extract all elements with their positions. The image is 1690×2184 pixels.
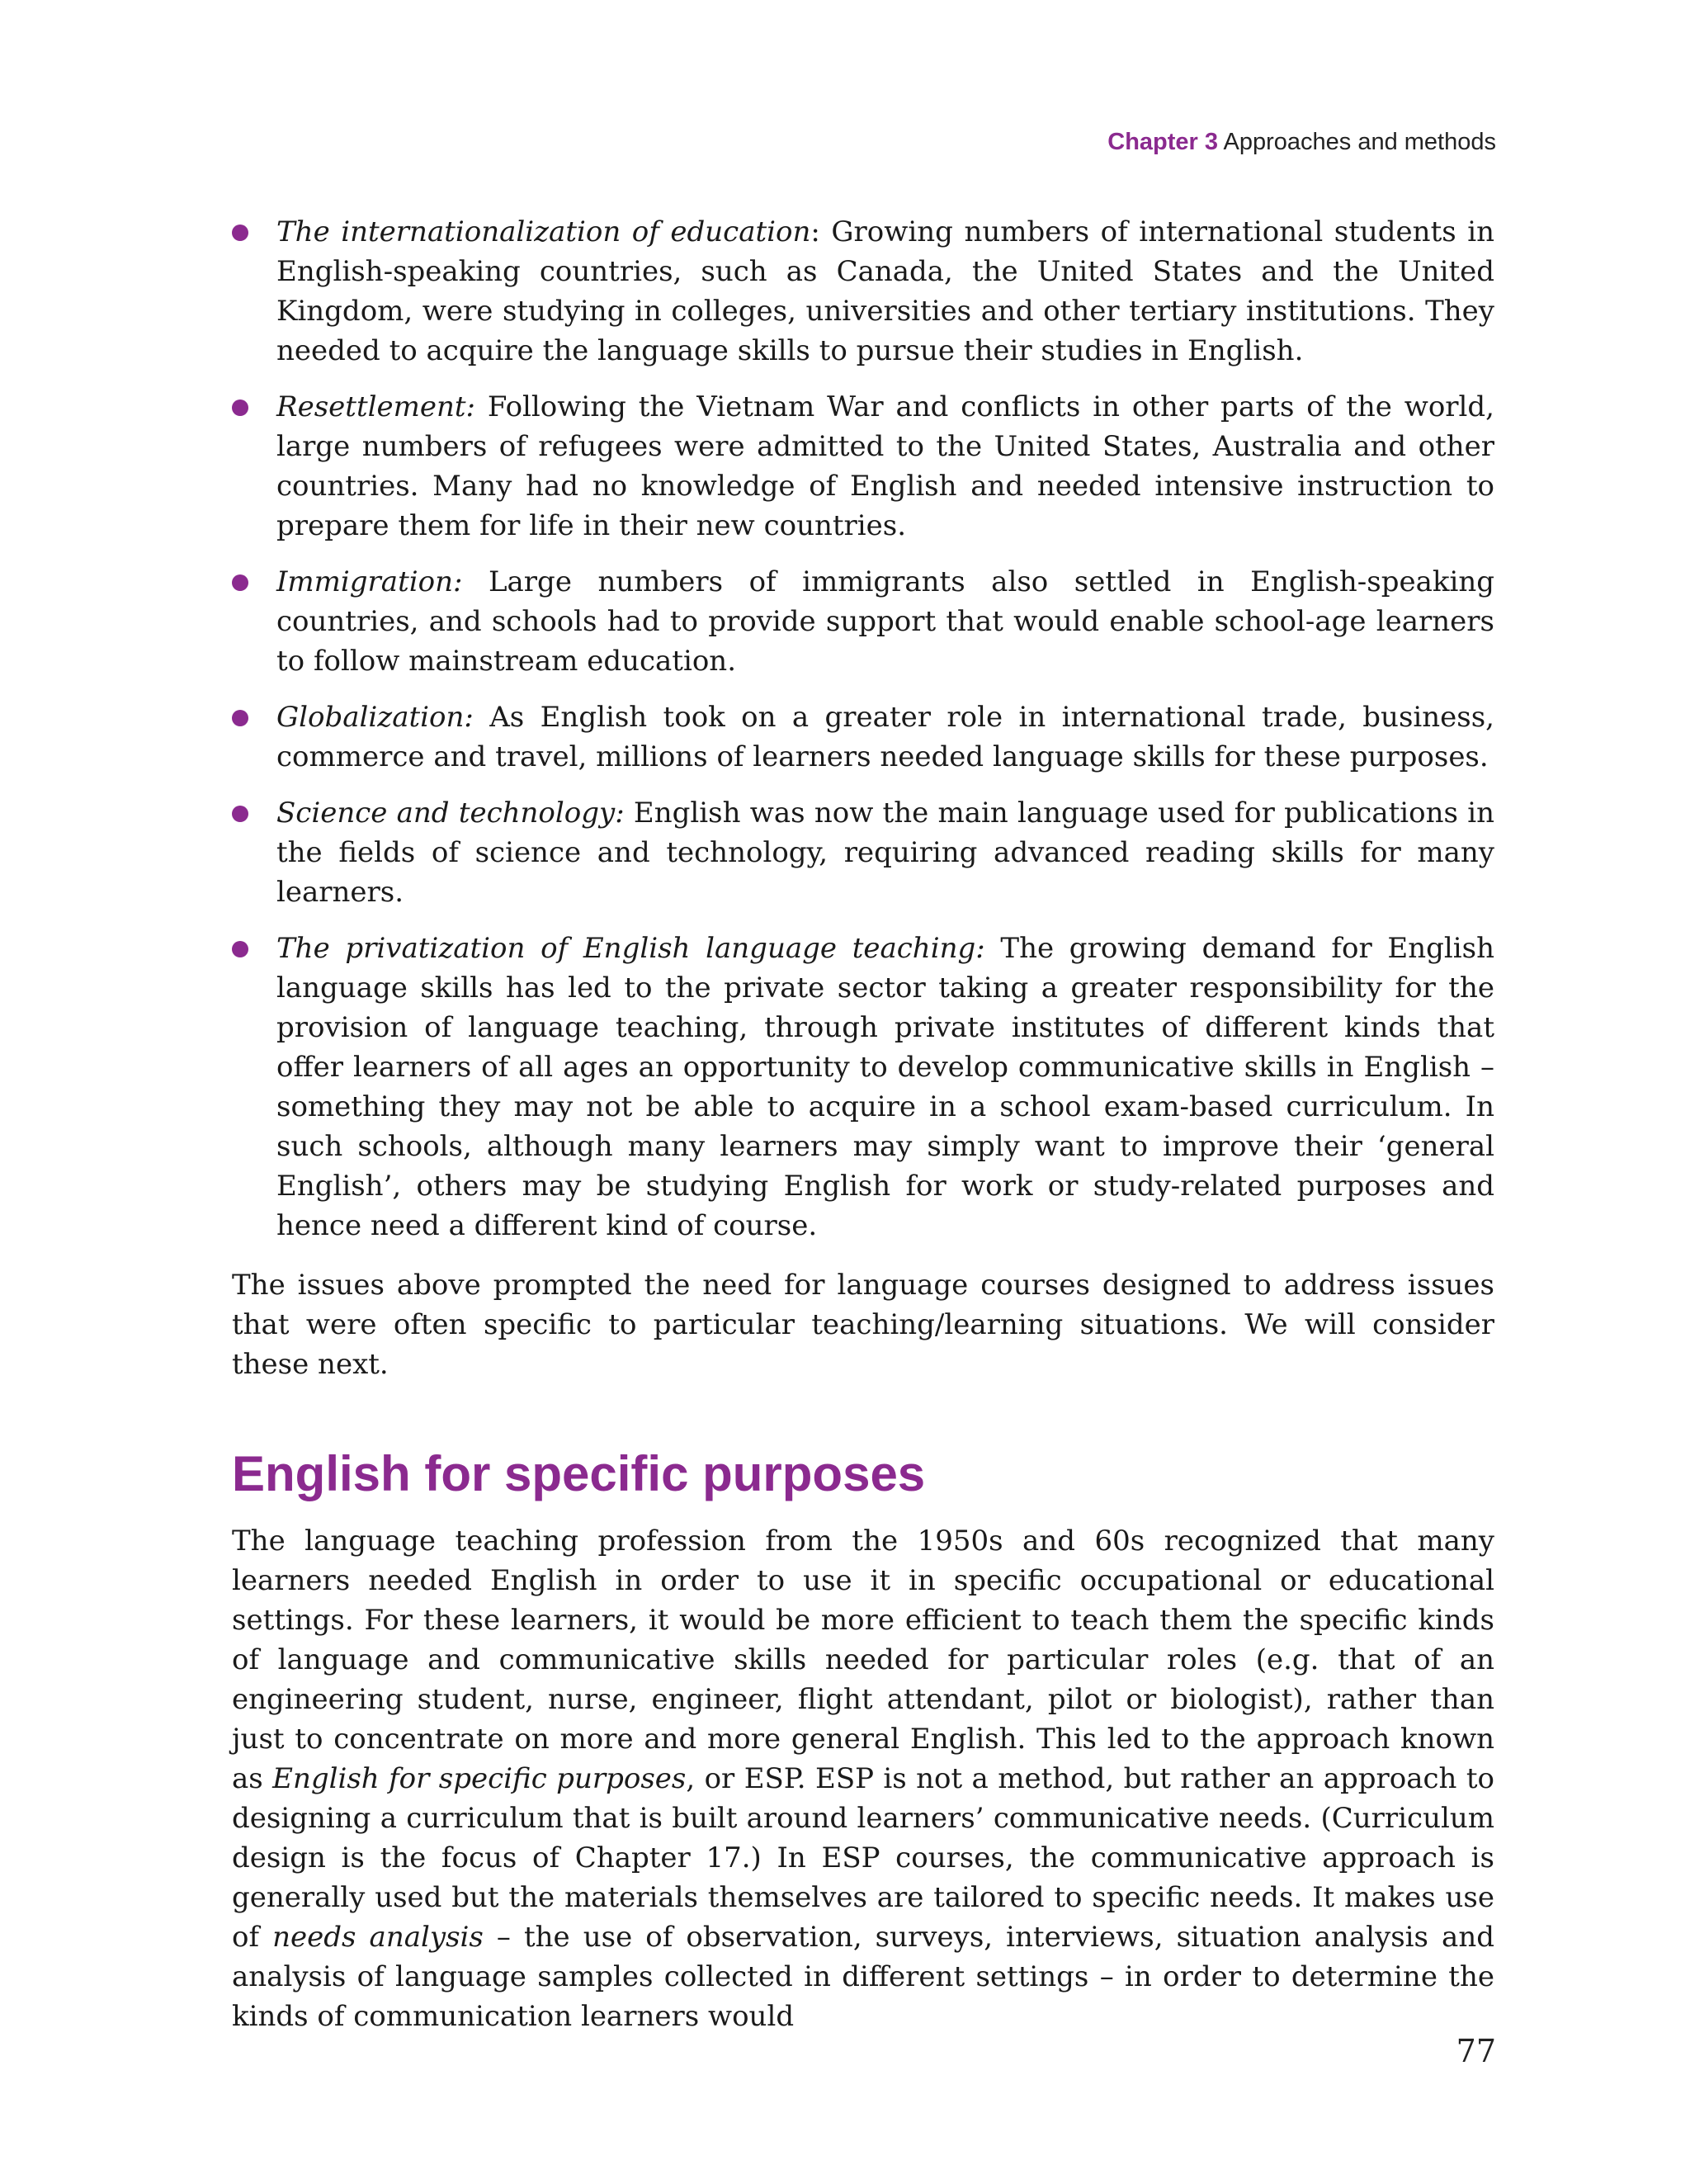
bullet-separator: : (810, 215, 820, 248)
list-item (232, 697, 1494, 777)
paragraph-text: , or ESP. ESP is not a method, but rather an approach to designing a curriculum that is built around learners’ communicative needs. (Curriculum design is the focus of Chapter 17.) In ESP courses, the communicative approach is generally used but the materials themselves are tailored to specific needs. It makes use of (232, 1762, 1494, 1954)
bullet-list (232, 212, 1494, 1246)
emphasis-term: English for specific purposes (272, 1762, 687, 1795)
list-item (232, 387, 1494, 546)
emphasis-term: needs analysis (272, 1921, 484, 1954)
section-heading: English for specific purposes (232, 1446, 926, 1501)
paragraph-text: – the use of observation, surveys, interviews, situation analysis and analysis of language samples collected in different settings – in order to determine the kinds of communication learners would (232, 1921, 1494, 2033)
bullet-term: Resettlement: (276, 390, 475, 423)
bullet-icon (232, 399, 248, 416)
bullet-term: Immigration: (276, 565, 463, 598)
list-item (232, 212, 1494, 371)
bullet-term: The privatization of English language teaching: (276, 932, 985, 965)
bullet-icon (232, 225, 248, 241)
running-head (1107, 129, 1496, 156)
paragraph-text: The language teaching profession from the 1950s and 60s recognized that many learners needed English in order to use it in specific occupational or educational settings. For these learners, it would be more efficient to teach them the specific kinds of language and communicative skills needed for particular roles (e.g. that of an engineering student, nurse, engineer, flight attendant, pilot or biologist), rather than just to concentrate on more and more general English. This led to the approach known as (232, 1525, 1494, 1795)
closing-paragraph: The issues above prompted the need for language courses designed to address issues that were often specific to particular teaching/learning situations. We will consider these next. (232, 1269, 1494, 1381)
bullet-term: Globalization: (276, 701, 474, 734)
list-item (232, 793, 1494, 912)
running-head-chapter: Chapter 3 (1107, 129, 1219, 155)
bullet-icon (232, 710, 248, 726)
page-content (232, 212, 1494, 2036)
list-item (232, 929, 1494, 1246)
bullet-icon (232, 574, 248, 591)
running-head-title: Approaches and methods (1223, 129, 1496, 155)
bullet-term: Science and technology: (276, 797, 625, 830)
bullet-icon (232, 941, 248, 957)
bullet-text: English was now the main language used for publications in the fields of science and technology, requiring advanced reading skills for many learners. (276, 797, 1494, 909)
page-number: 77 (1456, 2033, 1496, 2069)
list-item (232, 562, 1494, 681)
section-paragraph (232, 1521, 1494, 2036)
bullet-term: The internationalization of education (276, 215, 811, 248)
bullet-text: Following the Vietnam War and conflicts in other parts of the world, large numbers of refugees were admitted to the United States, Australia and other countries. Many had no knowledge of English and needed intensive instruction to prepare them for life in their new countries. (276, 390, 1494, 542)
bullet-text: Growing numbers of international students in English-speaking countries, such as Canada, the United States and the United Kingdom, were studying in colleges, universities and other tertiary institutions. They needed to acquire the language skills to pursue their studies in English. (276, 215, 1494, 367)
bullet-text: Large numbers of immigrants also settled in English-speaking countries, and schools had to provide support that would enable school-age learners to follow mainstream education. (276, 565, 1494, 678)
bullet-icon (232, 806, 248, 822)
bullet-text: As English took on a greater role in international trade, business, commerce and travel, millions of learners needed language skills for these purposes. (276, 701, 1494, 773)
bullet-text: The growing demand for English language skills has led to the private sector taking a greater responsibility for the provision of language teaching, through private institutes of different kinds that offer learners of all ages an opportunity to develop communicative skills in English – something they may not be able to acquire in a school exam-based curriculum. In such schools, although many learners may simply want to improve their ‘general English’, others may be studying English for work or study-related purposes and hence need a different kind of course. (276, 932, 1494, 1242)
